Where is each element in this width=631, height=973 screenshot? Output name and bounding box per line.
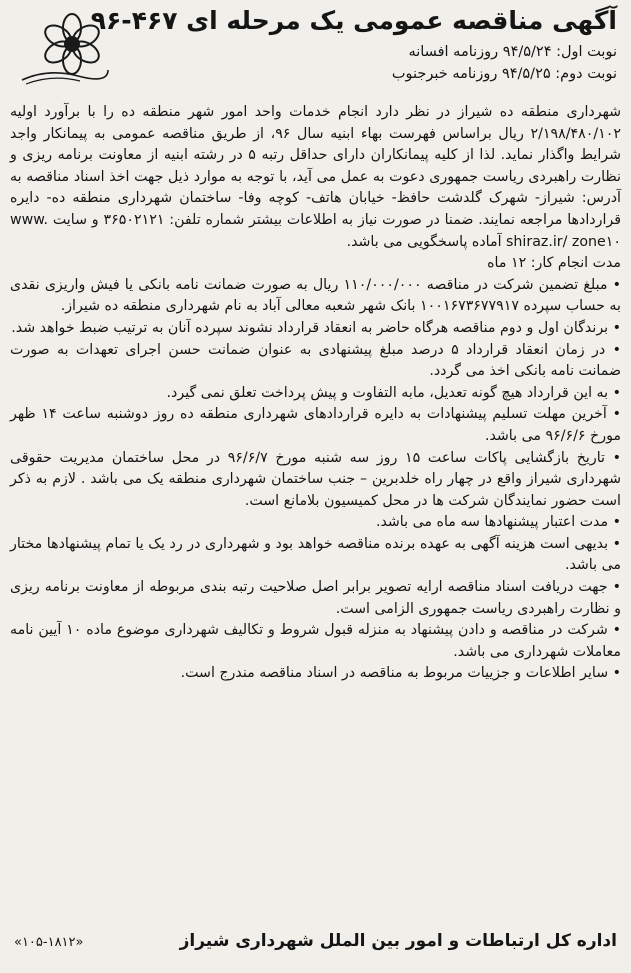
condition-item: • بدیهی است هزینه آگهی به عهده برنده مناقصه خواهد بود و شهرداری در رد یک یا تمام پیشنهادها مختار می باشد. — [10, 534, 621, 577]
condition-item: • در زمان انعقاد قرارداد ۵ درصد مبلغ پیشنهادی به عنوان ضمانت حسن اجرای تعهدات به صورت ضمانت نامه بانکی اخذ می گردد. — [10, 340, 621, 383]
condition-item: • مبلغ تضمین شرکت در مناقصه ۱۱۰/۰۰۰/۰۰۰ ریال به صورت ضمانت نامه بانکی یا فیش واریزی نقدی به حساب سپرده ۱۰۰۱۶۷۳۶۷۷۹۱۷ بانک شهر شعبه معالی آباد به نام شهرداری منطقه ده شیراز. — [10, 275, 621, 318]
condition-item: • به این قرارداد هیچ گونه تعدیل، مابه التفاوت و پیش پرداخت تعلق نمی گیرد. — [10, 383, 621, 405]
publication-turn-second: نوبت دوم: ۹۴/۵/۲۵ روزنامه خبرجنوب — [391, 66, 617, 82]
condition-item: • آخرین مهلت تسلیم پیشنهادات به دایره قراردادهای شهرداری منطقه ده روز دوشنبه ساعت ۱۴ ظهر مورخ ۹۶/۶/۶ می باشد. — [10, 404, 621, 447]
notice-header — [10, 6, 621, 98]
conditions-list — [10, 275, 621, 685]
condition-item: • تاریخ بازگشایی پاکات ساعت ۱۵ روز سه شنبه مورخ ۹۶/۶/۷ در محل ساختمان مدیریت حقوقی شهرداری شیراز واقع در چهار راه خلدبرین – جنب ساختمان شهرداری منطقه یک می باشد . لازم به ذکر است حضور نمایندگان شرکت ها در محل کمیسیون بلامانع است. — [10, 448, 621, 513]
notice-title: آگهی مناقصه عمومی یک مرحله ای ۴۶۷-۹۶ — [90, 6, 617, 35]
condition-item: • برندگان اول و دوم مناقصه هرگاه حاضر به انعقاد قرارداد نشوند سپرده آنان به ترتیب ضبط خواهد شد. — [10, 318, 621, 340]
issuer-organization: اداره کل ارتباطات و امور بین الملل شهرداری شیراز — [179, 931, 617, 951]
notice-code: «۱۰۵-۱۸۱۲» — [14, 935, 84, 950]
shiraz-municipality-logo — [18, 10, 110, 86]
notice-intro: شهرداری منطقه ده شیراز در نظر دارد انجام خدمات واحد امور شهر منطقه ده را با برآورد اولیه ۲/۱۹۸/۴۸۰/۱۰۲ ریال براساس فهرست بهاء ابنیه سال ۹۶، از طریق مناقصه عمومی به پیمانکار واجد شرایط واگذار نماید. لذا از کلیه پیمانکاران دارای حداقل رتبه ۵ در رشته ابنیه از معاونت برنامه ریزی و نظارت راهبردی ریاست جمهوری دعوت به عمل می آید، با توجه به موارد ذیل جهت اخذ اسناد مناقصه به آدرس: شیراز- شهرک گلدشت حافظ- خیابان هاتف- کوچه وفا- ساختمان شهرداری منطقه ده- دایره قراردادها مراجعه نمایند. ضمنا در صورت نیاز به اطلاعات بیشتر شماره تلفن: ۳۶۵۰۲۱۲۱ و سایت www. shiraz.ir/ zone۱۰ آماده پاسخگویی می باشد. — [10, 104, 622, 250]
condition-item: • جهت دریافت اسناد مناقصه ارایه تصویر برابر اصل صلاحیت رتبه بندی مربوطه از معاونت برنامه ریزی و نظارت راهبردی ریاست جمهوری الزامی است. — [10, 577, 621, 620]
publication-turn-first: نوبت اول: ۹۴/۵/۲۴ روزنامه افسانه — [408, 44, 617, 60]
condition-item: • مدت اعتبار پیشنهادها سه ماه می باشد. — [10, 512, 621, 534]
condition-item: • شرکت در مناقصه و دادن پیشنهاد به منزله قبول شروط و تکالیف شهرداری موضوع ماده ۱۰ آیین نامه معاملات شهرداری می باشد. — [10, 620, 621, 663]
work-duration: مدت انجام کار: ۱۲ ماه — [487, 255, 621, 272]
notice-body — [10, 102, 621, 685]
notice-footer — [14, 931, 617, 959]
condition-item: • سایر اطلاعات و جزییات مربوط به مناقصه در اسناد مناقصه مندرج است. — [10, 663, 621, 685]
